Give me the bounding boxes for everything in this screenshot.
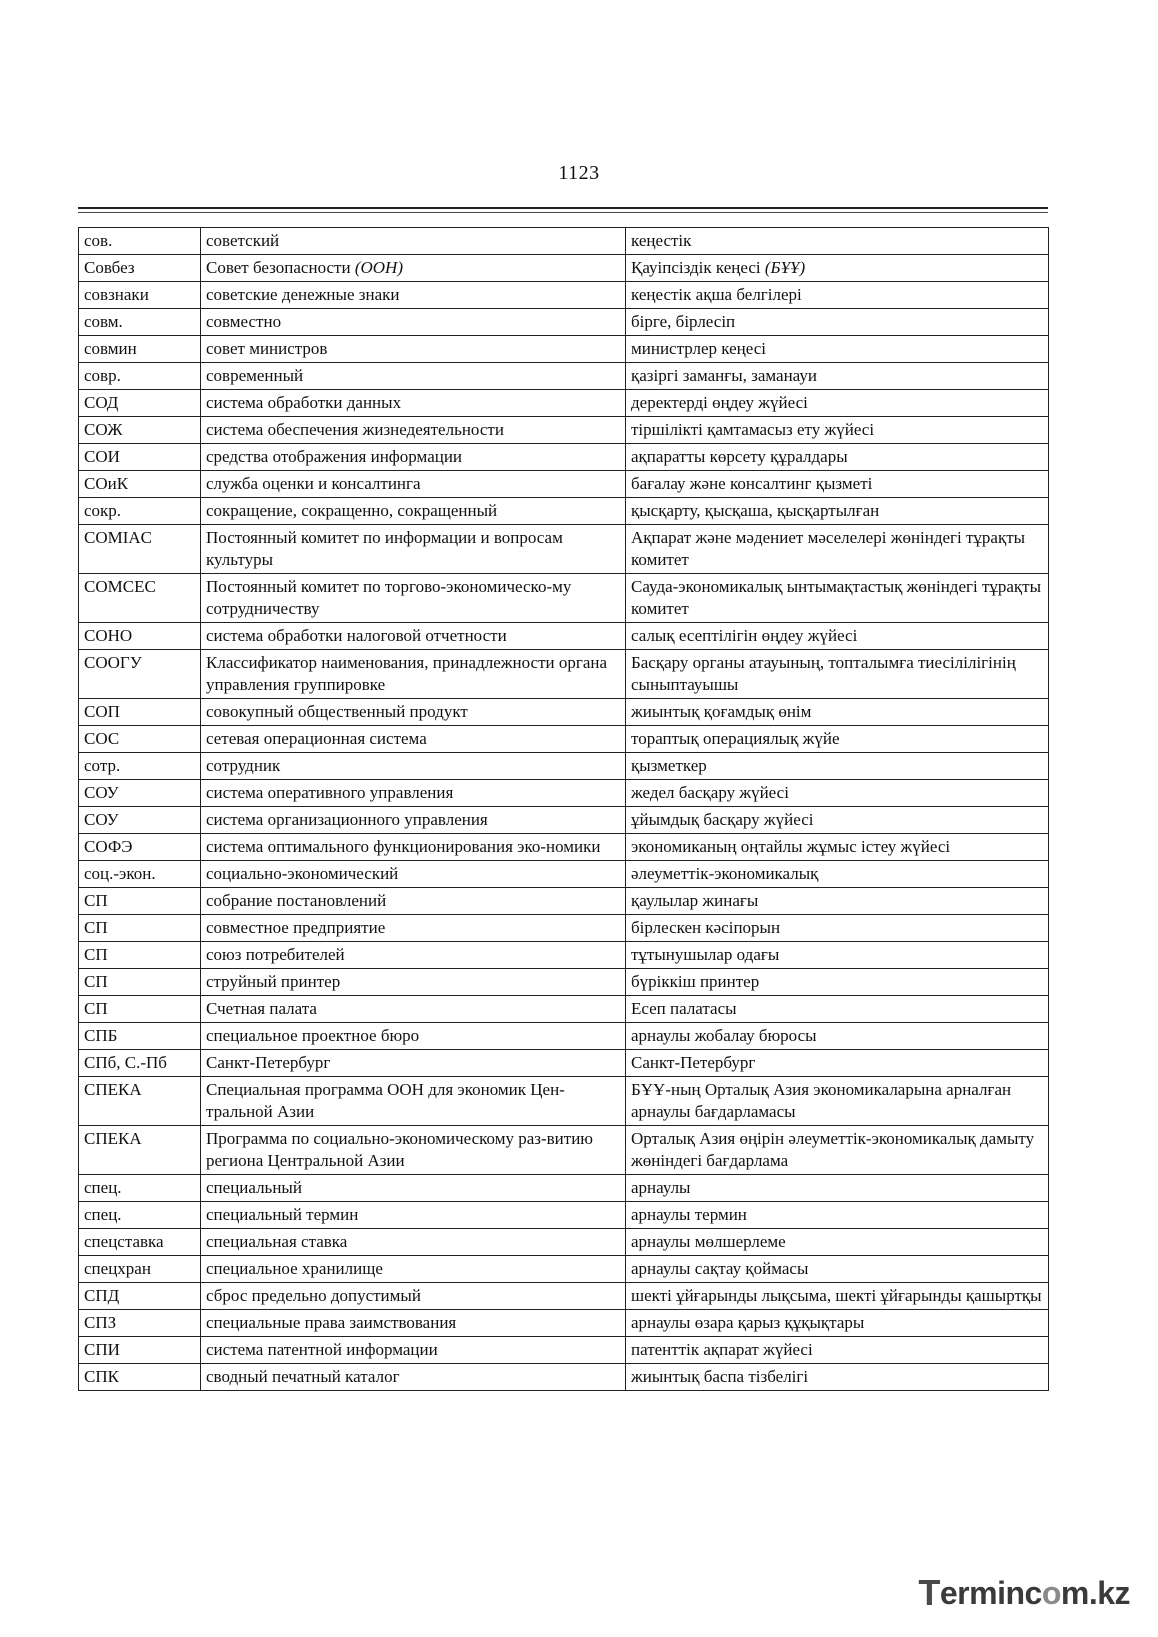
russian-term-cell (201, 699, 626, 726)
russian-term: сводный печатный каталог (206, 1367, 400, 1386)
russian-term: специальный термин (206, 1205, 359, 1224)
russian-term-cell (201, 1229, 626, 1256)
russian-term-cell (201, 417, 626, 444)
kazakh-term: қысқарту, қысқаша, қысқартылған (631, 501, 880, 520)
table-row (79, 228, 1049, 255)
russian-term: специальная ставка (206, 1232, 348, 1251)
kazakh-term-cell (626, 1175, 1049, 1202)
russian-term-cell (201, 753, 626, 780)
russian-term-cell (201, 1077, 626, 1126)
russian-term: социально-экономический (206, 864, 399, 883)
kazakh-term-cell (626, 969, 1049, 996)
kazakh-term: әлеуметтік-экономикалық (631, 864, 819, 883)
russian-term-cell (201, 623, 626, 650)
table-row (79, 1283, 1049, 1310)
abbreviation-cell: COMCEC (79, 574, 201, 623)
table-row (79, 498, 1049, 525)
kazakh-term: қызметкер (631, 756, 707, 775)
russian-term: Программа по социально-экономическому раз-витию региона Центральной Азии (206, 1129, 594, 1170)
table-row (79, 309, 1049, 336)
table-row (79, 336, 1049, 363)
table-row (79, 623, 1049, 650)
kazakh-term: бүріккіш принтер (631, 972, 760, 991)
kazakh-term: Қауіпсіздік кеңесі (631, 258, 761, 277)
kazakh-term: арнаулы сақтау қоймасы (631, 1259, 809, 1278)
kazakh-term: Ақпарат және мәдениет мәселелері жөніндегі тұрақты комитет (631, 528, 1026, 569)
kazakh-term: салық есептілігін өңдеу жүйесі (631, 626, 858, 645)
russian-term: специальное проектное бюро (206, 1026, 420, 1045)
kazakh-term-cell (626, 1229, 1049, 1256)
kazakh-term-cell (626, 807, 1049, 834)
kazakh-term: қаулылар жинағы (631, 891, 759, 910)
kazakh-term: жиынтық қоғамдық өнім (631, 702, 812, 721)
kazakh-term-cell (626, 1050, 1049, 1077)
table-row (79, 1126, 1049, 1175)
russian-term: Специальная программа ООН для экономик Цен-тральной Азии (206, 1080, 565, 1121)
kazakh-term: бірлескен кәсіпорын (631, 918, 781, 937)
russian-term-cell (201, 996, 626, 1023)
kazakh-term: арнаулы термин (631, 1205, 747, 1224)
kazakh-term-cell (626, 309, 1049, 336)
russian-term-cell (201, 861, 626, 888)
table-row (79, 363, 1049, 390)
kazakh-term-cell (626, 861, 1049, 888)
table-row (79, 915, 1049, 942)
kazakh-term-cell (626, 471, 1049, 498)
kazakh-term-cell (626, 996, 1049, 1023)
kazakh-term-cell (626, 417, 1049, 444)
russian-term: Классификатор наименования, принадлежности органа управления группировке (206, 653, 608, 694)
table-row (79, 282, 1049, 309)
table-row (79, 1310, 1049, 1337)
kazakh-term-cell (626, 228, 1049, 255)
russian-term-cell (201, 942, 626, 969)
russian-term-cell (201, 1337, 626, 1364)
kazakh-term: БҰҰ-ның Орталық Азия экономикаларына арналған арнаулы бағдарламасы (631, 1080, 1012, 1121)
kazakh-term: тұтынушылар одағы (631, 945, 780, 964)
table-row (79, 753, 1049, 780)
russian-term: совокупный общественный продукт (206, 702, 468, 721)
table-row (79, 417, 1049, 444)
russian-term: Счетная палата (206, 999, 317, 1018)
abbreviation-cell: СОиК (79, 471, 201, 498)
kazakh-term-cell (626, 942, 1049, 969)
table-row (79, 471, 1049, 498)
abbreviation-cell: СОП (79, 699, 201, 726)
russian-term: система организационного управления (206, 810, 488, 829)
kazakh-term-cell (626, 623, 1049, 650)
termincom-logo (918, 1573, 1130, 1613)
russian-term-cell (201, 1023, 626, 1050)
abbreviation-cell: сотр. (79, 753, 201, 780)
russian-term: современный (206, 366, 304, 385)
russian-term-cell (201, 650, 626, 699)
abbreviation-cell: СОИ (79, 444, 201, 471)
kazakh-term-cell (626, 780, 1049, 807)
russian-term-cell (201, 444, 626, 471)
kazakh-term: арнаулы өзара қарыз құқықтары (631, 1313, 865, 1332)
table-row (79, 574, 1049, 623)
abbreviation-cell: СПЕКА (79, 1126, 201, 1175)
kazakh-term: кеңестік ақша белгілері (631, 285, 802, 304)
table-row (79, 780, 1049, 807)
russian-term-note: (ООН) (354, 258, 403, 277)
russian-term-cell (201, 471, 626, 498)
russian-term: Постоянный комитет по торгово-экономическо-му сотрудничеству (206, 577, 572, 618)
russian-term: собрание постановлений (206, 891, 387, 910)
kazakh-term: бірге, бірлесіп (631, 312, 736, 331)
abbreviation-cell: спец. (79, 1175, 201, 1202)
header-rule (78, 207, 1048, 213)
abbreviation-cell: СПК (79, 1364, 201, 1391)
abbreviation-cell: спецхран (79, 1256, 201, 1283)
abbreviation-cell: СП (79, 996, 201, 1023)
abbreviation-cell: спец. (79, 1202, 201, 1229)
kazakh-term-cell (626, 1126, 1049, 1175)
table-row (79, 525, 1049, 574)
russian-term-cell (201, 525, 626, 574)
russian-term-cell (201, 228, 626, 255)
logo-text-part2: m.kz (1060, 1574, 1130, 1611)
kazakh-term-cell (626, 363, 1049, 390)
russian-term: советские денежные знаки (206, 285, 400, 304)
abbreviation-cell: СП (79, 888, 201, 915)
russian-term-cell (201, 726, 626, 753)
abbreviation-cell: СООГУ (79, 650, 201, 699)
abbreviation-cell: СОУ (79, 780, 201, 807)
table-row (79, 1175, 1049, 1202)
table-row (79, 726, 1049, 753)
kazakh-term-cell (626, 282, 1049, 309)
russian-term-cell (201, 363, 626, 390)
table-row (79, 1050, 1049, 1077)
russian-term: средства отображения информации (206, 447, 463, 466)
kazakh-term-cell (626, 390, 1049, 417)
russian-term: система обработки налоговой отчетности (206, 626, 507, 645)
table-row (79, 1337, 1049, 1364)
page-number: 1123 (558, 162, 600, 184)
abbreviation-cell: сов. (79, 228, 201, 255)
russian-term-cell (201, 1126, 626, 1175)
russian-term: советский (206, 231, 280, 250)
abbreviation-cell: совмин (79, 336, 201, 363)
table-row (79, 1077, 1049, 1126)
kazakh-term-cell (626, 915, 1049, 942)
kazakh-term-cell (626, 1202, 1049, 1229)
abbreviation-cell: COMIAC (79, 525, 201, 574)
kazakh-term: арнаулы мөлшерлеме (631, 1232, 786, 1251)
russian-term: система оптимального функционирования эко-номики (206, 837, 601, 856)
abbreviation-cell: СОНО (79, 623, 201, 650)
kazakh-term-cell (626, 650, 1049, 699)
kazakh-term-note: (БҰҰ) (764, 258, 806, 277)
kazakh-term: қазіргі заманғы, заманауи (631, 366, 817, 385)
kazakh-term: деректерді өңдеу жүйесі (631, 393, 808, 412)
russian-term-cell (201, 969, 626, 996)
abbreviation-cell: спецставка (79, 1229, 201, 1256)
abbreviation-cell: СП (79, 915, 201, 942)
russian-term: сетевая операционная система (206, 729, 427, 748)
abbreviation-cell: СП (79, 969, 201, 996)
russian-term-cell (201, 1202, 626, 1229)
kazakh-term-cell (626, 255, 1049, 282)
russian-term: сокращение, сокращенно, сокращенный (206, 501, 498, 520)
kazakh-term: жиынтық баспа тізбелігі (631, 1367, 809, 1386)
table-row (79, 996, 1049, 1023)
russian-term-cell (201, 336, 626, 363)
kazakh-term: экономиканың оңтайлы жұмыс істеу жүйесі (631, 837, 951, 856)
table-row (79, 390, 1049, 417)
abbreviation-cell: СОУ (79, 807, 201, 834)
table-row (79, 807, 1049, 834)
russian-term-cell (201, 888, 626, 915)
russian-term: специальный (206, 1178, 302, 1197)
table-row (79, 1023, 1049, 1050)
kazakh-term-cell (626, 834, 1049, 861)
kazakh-term: ұйымдық басқару жүйесі (631, 810, 814, 829)
abbreviation-cell: СП (79, 942, 201, 969)
kazakh-term-cell (626, 1337, 1049, 1364)
kazakh-term: бағалау және консалтинг қызметі (631, 474, 873, 493)
kazakh-term-cell (626, 1023, 1049, 1050)
abbreviation-cell: СПЕКА (79, 1077, 201, 1126)
kazakh-term: Сауда-экономикалық ынтымақтастық жөніндегі тұрақты комитет (631, 577, 1042, 618)
russian-term: союз потребителей (206, 945, 345, 964)
russian-term: Постоянный комитет по информации и вопросам культуры (206, 528, 563, 569)
table-row (79, 699, 1049, 726)
table-row (79, 1229, 1049, 1256)
russian-term-cell (201, 1175, 626, 1202)
table-row (79, 834, 1049, 861)
russian-term-cell (201, 574, 626, 623)
russian-term: система обеспечения жизнедеятельности (206, 420, 504, 439)
russian-term-cell (201, 1050, 626, 1077)
table-row (79, 861, 1049, 888)
table-row (79, 888, 1049, 915)
kazakh-term-cell (626, 1256, 1049, 1283)
abbreviation-cell: СПЗ (79, 1310, 201, 1337)
logo-text-part1: erminc (939, 1574, 1042, 1611)
kazakh-term-cell (626, 1364, 1049, 1391)
kazakh-term: Басқару органы атауының, топталымға тиесілілігінің сыныптауышы (631, 653, 1016, 694)
kazakh-term-cell (626, 753, 1049, 780)
russian-term: специальное хранилище (206, 1259, 383, 1278)
table-row (79, 942, 1049, 969)
logo-letter-t: T (918, 1572, 940, 1613)
russian-term-cell (201, 1364, 626, 1391)
russian-term: система оперативного управления (206, 783, 454, 802)
abbreviation-cell: СПД (79, 1283, 201, 1310)
abbreviation-cell: СОФЭ (79, 834, 201, 861)
table-row (79, 255, 1049, 282)
russian-term-cell (201, 834, 626, 861)
abbreviation-cell: СОС (79, 726, 201, 753)
russian-term: система обработки данных (206, 393, 402, 412)
kazakh-term: министрлер кеңесі (631, 339, 767, 358)
kazakh-term-cell (626, 336, 1049, 363)
kazakh-term: ақпаратты көрсету құралдары (631, 447, 848, 466)
russian-term-cell (201, 780, 626, 807)
kazakh-term: патенттік ақпарат жүйесі (631, 1340, 813, 1359)
kazakh-term-cell (626, 574, 1049, 623)
kazakh-term-cell (626, 699, 1049, 726)
kazakh-term-cell (626, 888, 1049, 915)
glossary-table (78, 227, 1049, 1391)
kazakh-term: шекті ұйғарынды лықсыма, шекті ұйғарынды қашыртқы (631, 1286, 1042, 1305)
abbreviation-cell: Совбез (79, 255, 201, 282)
kazakh-term: кеңестік (631, 231, 692, 250)
abbreviation-cell: соц.-экон. (79, 861, 201, 888)
russian-term: Совет безопасности (206, 258, 351, 277)
table-row (79, 1364, 1049, 1391)
abbreviation-cell: сокр. (79, 498, 201, 525)
kazakh-term: тіршілікті қамтамасыз ету жүйесі (631, 420, 875, 439)
russian-term-cell (201, 915, 626, 942)
russian-term: струйный принтер (206, 972, 341, 991)
kazakh-term-cell (626, 1310, 1049, 1337)
russian-term: служба оценки и консалтинга (206, 474, 421, 493)
kazakh-term-cell (626, 1077, 1049, 1126)
table-row (79, 444, 1049, 471)
kazakh-term: Орталық Азия өңірін әлеуметтік-экономикалық дамыту жөніндегі бағдарлама (631, 1129, 1035, 1170)
abbreviation-cell: СОЖ (79, 417, 201, 444)
kazakh-term-cell (626, 726, 1049, 753)
russian-term: Санкт-Петербург (206, 1053, 331, 1072)
abbreviation-cell: СПБ (79, 1023, 201, 1050)
logo-letter-o: o (1041, 1574, 1061, 1611)
russian-term: совместно (206, 312, 282, 331)
kazakh-term: Санкт-Петербург (631, 1053, 756, 1072)
kazakh-term: тораптық операциялық жүйе (631, 729, 840, 748)
russian-term-cell (201, 1256, 626, 1283)
glossary-body (79, 228, 1049, 1391)
table-row (79, 1202, 1049, 1229)
russian-term-cell (201, 498, 626, 525)
abbreviation-cell: СПб, С.-Пб (79, 1050, 201, 1077)
russian-term: специальные права заимствования (206, 1313, 457, 1332)
abbreviation-cell: СПИ (79, 1337, 201, 1364)
russian-term-cell (201, 1283, 626, 1310)
russian-term-cell (201, 807, 626, 834)
russian-term-cell (201, 309, 626, 336)
abbreviation-cell: совзнаки (79, 282, 201, 309)
kazakh-term: арнаулы (631, 1178, 691, 1197)
kazakh-term: арнаулы жобалау бюросы (631, 1026, 817, 1045)
kazakh-term-cell (626, 444, 1049, 471)
russian-term-cell (201, 282, 626, 309)
russian-term: система патентной информации (206, 1340, 438, 1359)
russian-term-cell (201, 255, 626, 282)
table-row (79, 650, 1049, 699)
russian-term: совет министров (206, 339, 328, 358)
kazakh-term-cell (626, 525, 1049, 574)
russian-term-cell (201, 390, 626, 417)
table-row (79, 1256, 1049, 1283)
kazakh-term: жедел басқару жүйесі (631, 783, 789, 802)
abbreviation-cell: совр. (79, 363, 201, 390)
russian-term: сотрудник (206, 756, 281, 775)
abbreviation-cell: совм. (79, 309, 201, 336)
russian-term: сброс предельно допустимый (206, 1286, 421, 1305)
russian-term: совместное предприятие (206, 918, 386, 937)
kazakh-term: Есеп палатасы (631, 999, 737, 1018)
kazakh-term-cell (626, 1283, 1049, 1310)
table-row (79, 969, 1049, 996)
russian-term-cell (201, 1310, 626, 1337)
abbreviation-cell: СОД (79, 390, 201, 417)
kazakh-term-cell (626, 498, 1049, 525)
